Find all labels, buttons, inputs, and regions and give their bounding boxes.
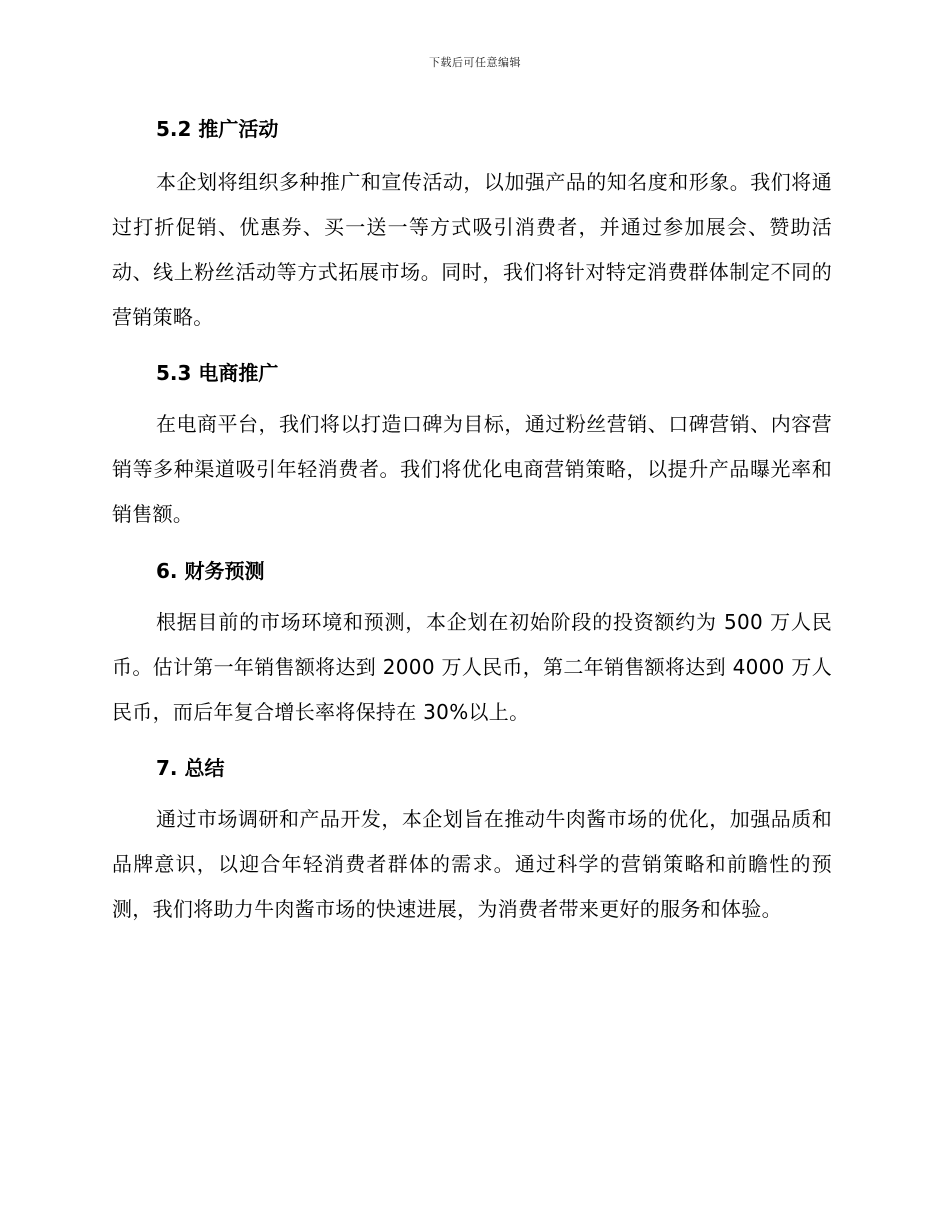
section-paragraph: 本企划将组织多种推广和宣传活动，以加强产品的知名度和形象。我们将通过打折促销、优惠券、买一送一等方式吸引消费者，并通过参加展会、赞助活动、线上粉丝活动等方式拓展市场。同时，我们将针对特定消费群体制定不同的营销策略。 xyxy=(112,170,832,329)
document-body xyxy=(112,112,832,932)
section-summary xyxy=(112,751,832,932)
section-paragraph: 根据目前的市场环境和预测，本企划在初始阶段的投资额约为 500 万人民币。估计第一年销售额将达到 2000 万人民币，第二年销售额将达到 4000 万人民币，而后年复合增长率将保持在 30%以上。 xyxy=(112,610,832,724)
section-financial-forecast xyxy=(112,554,832,735)
section-paragraph: 在电商平台，我们将以打造口碑为目标，通过粉丝营销、口碑营销、内容营销等多种渠道吸引年轻消费者。我们将优化电商营销策略，以提升产品曝光率和销售额。 xyxy=(112,412,832,526)
page-header-note: 下载后可任意编辑 xyxy=(429,56,521,69)
section-ecommerce-promotion xyxy=(112,356,832,537)
section-heading: 5.2 推广活动 xyxy=(156,117,279,141)
section-heading: 5.3 电商推广 xyxy=(156,361,279,385)
section-paragraph: 通过市场调研和产品开发，本企划旨在推动牛肉酱市场的优化，加强品质和品牌意识，以迎合年轻消费者群体的需求。通过科学的营销策略和前瞻性的预测，我们将助力牛肉酱市场的快速进展，为消费者带来更好的服务和体验。 xyxy=(112,807,832,921)
section-heading: 6. 财务预测 xyxy=(156,559,265,583)
section-promotion-activities xyxy=(112,112,832,340)
section-heading: 7. 总结 xyxy=(156,756,225,780)
